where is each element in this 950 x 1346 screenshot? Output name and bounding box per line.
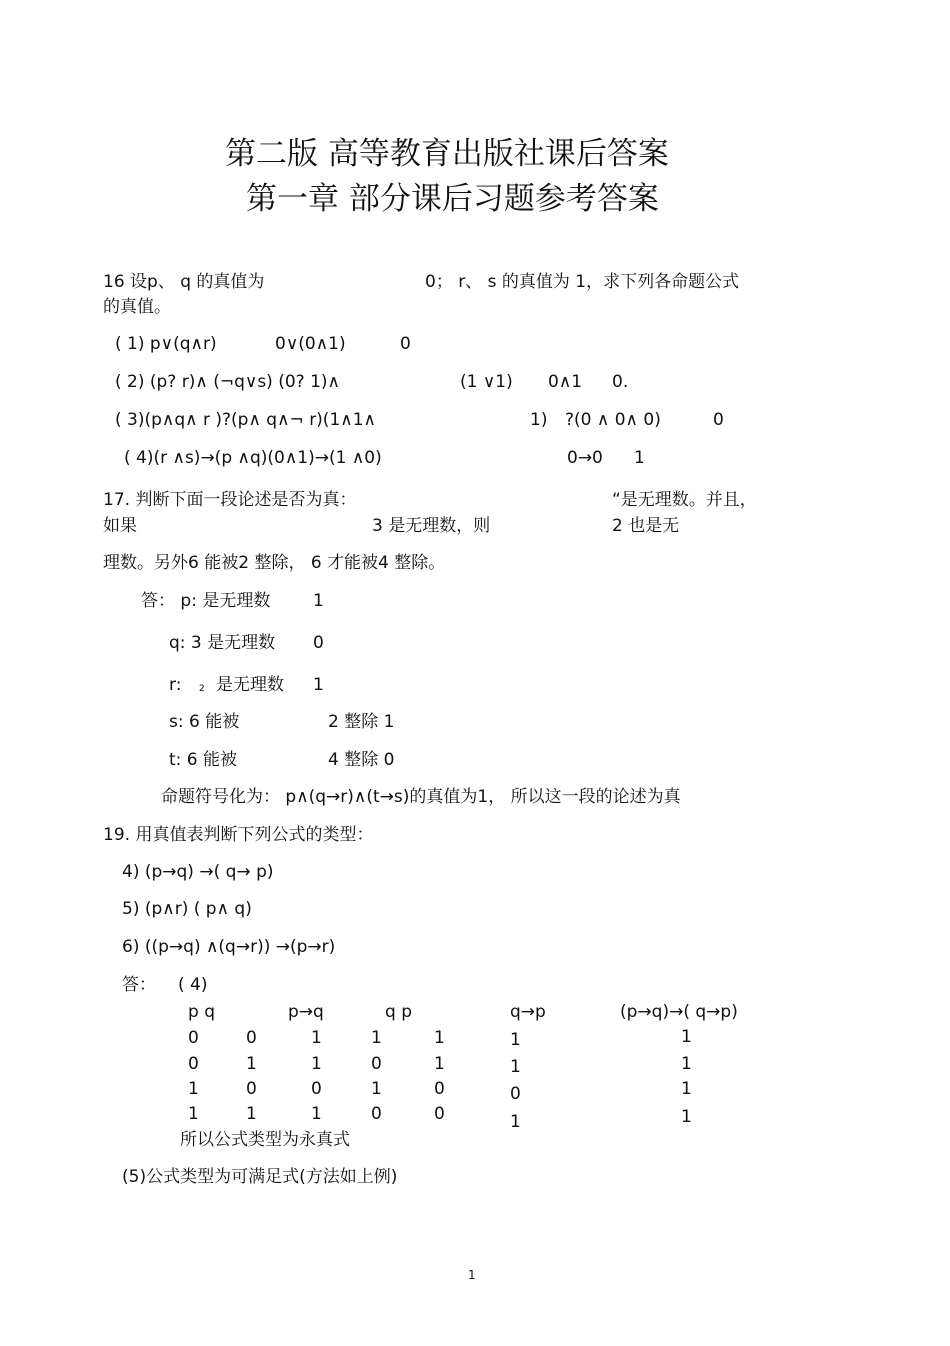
q17-answer-r-value: 1 — [313, 675, 324, 695]
q16-item-1-sub: 0∨(0∧1) — [275, 334, 346, 354]
q17-text-b: “是无理数。并且， — [612, 490, 757, 510]
table-cell: 0 — [246, 1079, 257, 1099]
table-cell: 1 — [510, 1030, 521, 1050]
q16-item-1-value: 0 — [400, 334, 411, 354]
table-header-q-implies-p: q→p — [510, 1002, 546, 1022]
table-cell: 1 — [311, 1028, 322, 1048]
table-cell: 1 — [681, 1054, 692, 1074]
table-cell: 1 — [681, 1107, 692, 1127]
table-cell: 1 — [681, 1079, 692, 1099]
q19-item-5: 5) (p∧r) ( p∧ q) — [122, 899, 252, 919]
q16-text-b: 0； r、 s 的真值为 1，求下列各命题公式 — [425, 272, 740, 292]
table-cell: 1 — [188, 1104, 199, 1124]
q16-item-2-formula: ( 2) (p? r)∧ (¬q∨s) (0? 1)∧ — [115, 372, 340, 392]
q17-text-a: 17. 判断下面一段论述是否为真： — [103, 490, 357, 510]
q16-item-3-value: 0 — [713, 410, 724, 430]
q17-answer-t-label2: 4 整除 0 — [328, 750, 395, 770]
table-cell: 1 — [371, 1028, 382, 1048]
q17-answer-p-label: 答： p: 是无理数 — [141, 591, 271, 611]
table-cell: 0 — [371, 1054, 382, 1074]
q16-item-2-value: 0. — [612, 372, 629, 392]
q16-item-4-sub: 0→0 — [567, 448, 603, 468]
q16-item-1-formula: ( 1) p∨(q∧r) — [115, 334, 217, 354]
table-cell: 1 — [510, 1112, 521, 1132]
q16-item-3-sub: 1) — [530, 410, 548, 430]
table-cell: 1 — [188, 1079, 199, 1099]
q17-answer-r-label: r: — [169, 675, 182, 695]
table-cell: 1 — [246, 1054, 257, 1074]
q16-item-2-sub: (1 ∨1) — [460, 372, 513, 392]
q19-conclusion-4: 所以公式类型为永真式 — [180, 1130, 350, 1150]
table-cell: 0 — [188, 1028, 199, 1048]
table-cell: 0 — [188, 1054, 199, 1074]
table-cell: 1 — [434, 1028, 445, 1048]
q17-answer-r-sup: 2 — [199, 684, 205, 694]
table-cell: 1 — [371, 1079, 382, 1099]
q17-answer-p-value: 1 — [313, 591, 324, 611]
table-header-qp: q p — [385, 1002, 412, 1022]
document-subtitle: 第一章 部分课后习题参考答案 — [246, 181, 659, 217]
q17-answer-t-label: t: 6 能被 — [169, 750, 238, 770]
page-number: 1 — [468, 1268, 476, 1282]
table-cell: 0 — [434, 1104, 445, 1124]
q16-text-line2: 的真值。 — [103, 297, 171, 317]
q19-answer-item: ( 4) — [178, 975, 208, 995]
table-cell: 1 — [681, 1027, 692, 1047]
q19-heading: 19. 用真值表判断下列公式的类型： — [103, 825, 374, 845]
q16-item-3-formula: ( 3)(p∧q∧ r )?(p∧ q∧¬ r)(1∧1∧ — [115, 410, 376, 430]
table-cell: 0 — [246, 1028, 257, 1048]
table-header-result: (p→q)→( q→p) — [620, 1002, 738, 1022]
q17-answer-s-label2: 2 整除 1 — [328, 712, 395, 732]
q17-answer-s-label: s: 6 能被 — [169, 712, 240, 732]
table-cell: 1 — [311, 1104, 322, 1124]
q19-item-6: 6) ((p→q) ∧(q→r)) →(p→r) — [122, 937, 336, 957]
q16-item-4-formula: ( 4)(r ∧s)→(p ∧q)(0∧1)→(1 ∧0) — [124, 448, 382, 468]
table-cell: 0 — [371, 1104, 382, 1124]
q17-conclusion: 命题符号化为： p∧(q→r)∧(t→s)的真值为1， 所以这一段的论述为真 — [161, 787, 681, 807]
q17-text-d: 3 是无理数，则 — [372, 516, 491, 536]
q16-item-2-mid: 0∧1 — [548, 372, 583, 392]
q17-text-e: 2 也是无 — [612, 516, 680, 536]
table-cell: 0 — [311, 1079, 322, 1099]
table-cell: 1 — [434, 1054, 445, 1074]
q17-answer-q-value: 0 — [313, 633, 324, 653]
q19-item-4: 4) (p→q) →( q→ p) — [122, 862, 274, 882]
q17-answer-q-label: q: 3 是无理数 — [169, 633, 276, 653]
document-title: 第二版 高等教育出版社课后答案 — [225, 136, 669, 172]
table-cell: 0 — [434, 1079, 445, 1099]
q16-text-a: 16 设p、 q 的真值为 — [103, 272, 265, 292]
q17-text-line3: 理数。另外6 能被2 整除， 6 才能被4 整除。 — [103, 553, 446, 573]
q19-answer-label: 答： — [122, 975, 156, 995]
table-cell: 1 — [510, 1057, 521, 1077]
q19-conclusion-5: (5)公式类型为可满足式(方法如上例) — [122, 1167, 398, 1187]
q16-item-3-mid: ?(0 ∧ 0∧ 0) — [565, 410, 661, 430]
q16-item-4-value: 1 — [634, 448, 645, 468]
q17-answer-r-label2: 是无理数 — [216, 675, 284, 695]
q17-text-c: 如果 — [103, 516, 137, 536]
table-cell: 1 — [311, 1054, 322, 1074]
table-cell: 1 — [246, 1104, 257, 1124]
table-cell: 0 — [510, 1084, 521, 1104]
table-header-pq: p q — [188, 1002, 215, 1022]
table-header-p-implies-q: p→q — [288, 1002, 324, 1022]
